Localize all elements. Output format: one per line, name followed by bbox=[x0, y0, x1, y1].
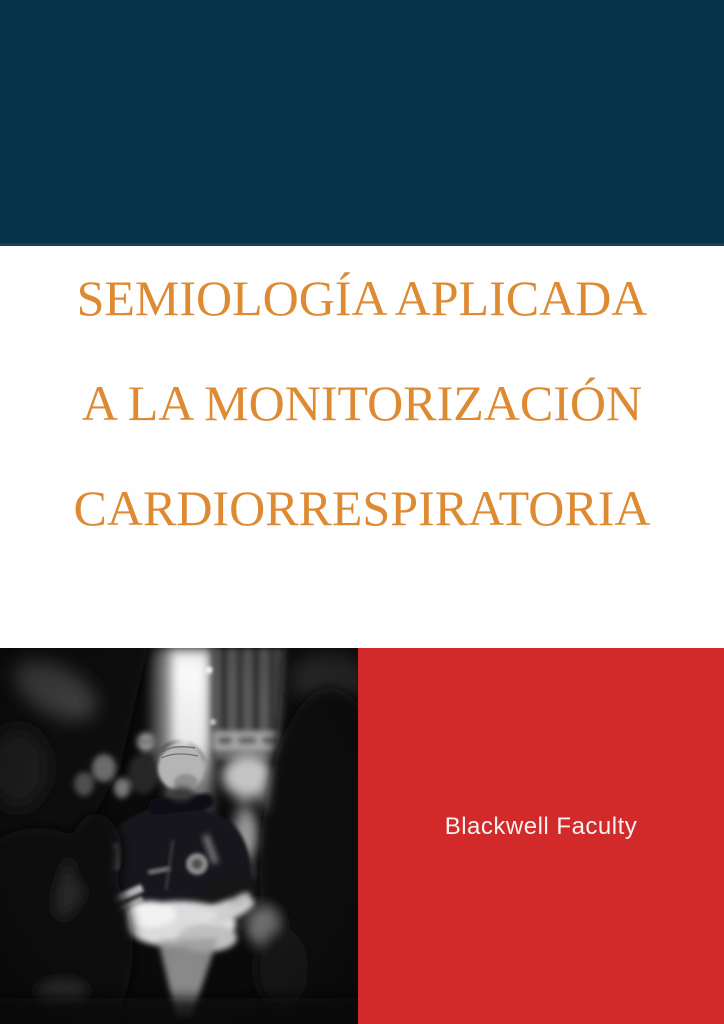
author-panel bbox=[358, 648, 724, 1024]
title-line-1: SEMIOLOGÍA APLICADA bbox=[76, 270, 648, 326]
cover-photo bbox=[0, 648, 358, 1024]
top-band bbox=[0, 0, 724, 246]
author-name: Blackwell Faculty bbox=[444, 813, 638, 840]
title-line-3: CARDIORRESPIRATORIA bbox=[73, 480, 651, 536]
bottom-section bbox=[0, 648, 724, 1024]
title-section bbox=[0, 246, 724, 648]
title-line-2: A LA MONITORIZACIÓN bbox=[81, 375, 643, 431]
cover-photo-illustration bbox=[0, 648, 358, 1024]
